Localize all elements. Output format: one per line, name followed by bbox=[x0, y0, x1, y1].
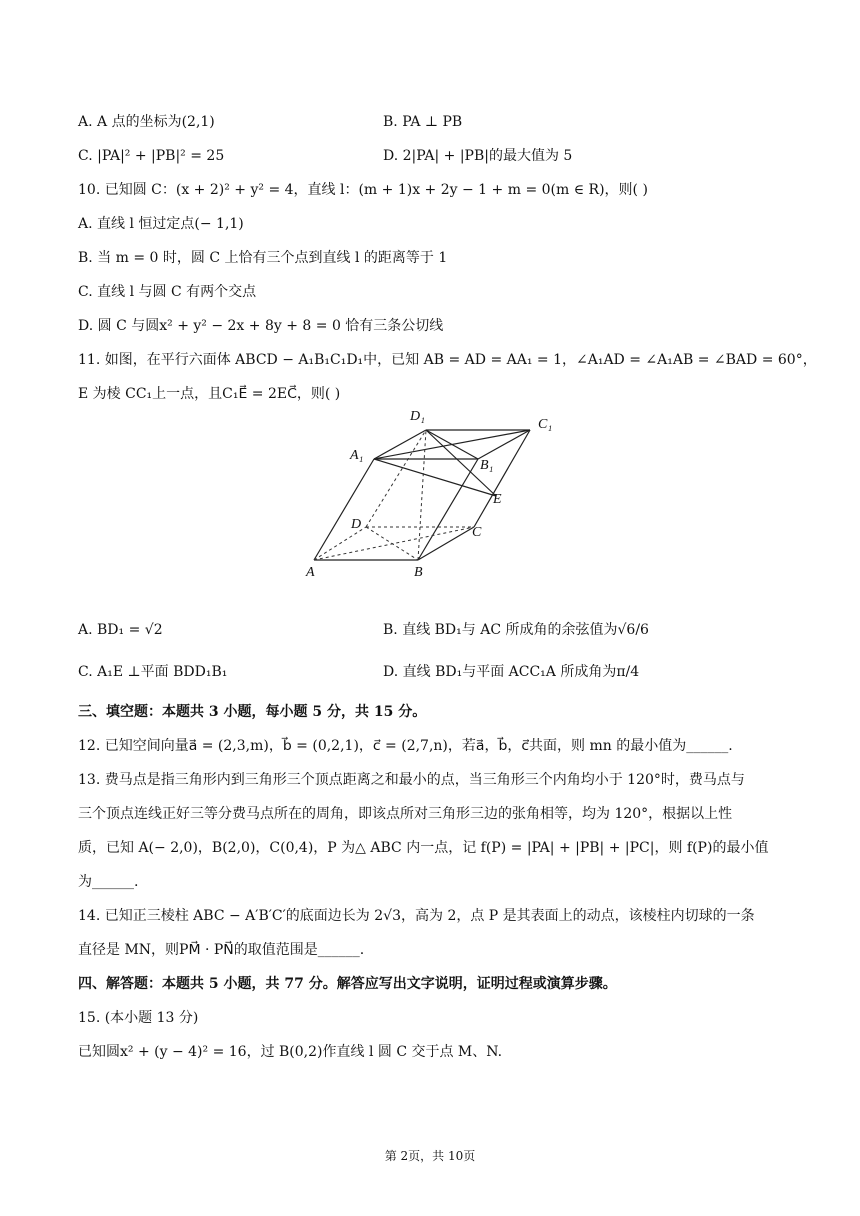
hidden-diagonal-bd bbox=[366, 527, 418, 560]
edge-aa1 bbox=[314, 459, 374, 560]
edge-bc bbox=[418, 527, 474, 560]
question-15-line1: 已知圆x² + (y − 4)² = 16，过 B(0,2)作直线 l 圆 C 交于点 M、N. bbox=[78, 1044, 503, 1060]
option-9d: D. 2|PA| + |PB|的最大值为 5 bbox=[383, 148, 573, 164]
edge-bb1 bbox=[418, 459, 478, 560]
question-14-line2: 直径是 MN，则PM⃗ · PN⃗的取值范围是______. bbox=[78, 942, 365, 958]
question-11-line2: E 为棱 CC₁上一点，且C₁E⃗ = 2EC⃗，则( ) bbox=[78, 386, 341, 402]
option-9a: A. A 点的坐标为(2,1) bbox=[78, 114, 215, 130]
option-11d: D. 直线 BD₁与平面 ACC₁A 所成角为π/4 bbox=[383, 664, 640, 680]
label-a1: A₁ bbox=[350, 448, 364, 463]
question-12: 12. 已知空间向量a⃗ = (2,3,m)，b⃗ = (0,2,1)，c⃗ = (2,7,n)，若a⃗，b⃗，c⃗共面，则 mn 的最小值为______. bbox=[78, 738, 733, 754]
label-b: B bbox=[414, 565, 423, 580]
option-11a: A. BD₁ = √2 bbox=[78, 622, 163, 638]
option-11c: C. A₁E ⊥平面 BDD₁B₁ bbox=[78, 664, 228, 680]
question-13-line2: 三个顶点连线正好三等分费马点所在的周角，即该点所对三角形三边的张角相等，均为 120°，根据以上性 bbox=[78, 806, 733, 822]
label-b1: B₁ bbox=[480, 458, 494, 473]
question-13-line3: 质，已知 A(− 2,0)，B(2,0)，C(0,4)，P 为△ ABC 内一点，记 f(P) = |PA| + |PB| + |PC|，则 f(P)的最小值 bbox=[78, 840, 769, 856]
option-10c: C. 直线 l 与圆 C 有两个交点 bbox=[78, 284, 257, 300]
question-10: 10. 已知圆 C：(x + 2)² + y² = 4，直线 l：(m + 1)x + 2y − 1 + m = 0(m ∈ R)，则( ) bbox=[78, 182, 648, 198]
edge-cc1 bbox=[474, 430, 530, 527]
option-10a: A. 直线 l 恒过定点(− 1,1) bbox=[78, 216, 244, 232]
label-d: D bbox=[351, 517, 362, 532]
hidden-diagonal-ac bbox=[314, 527, 474, 560]
option-10d: D. 圆 C 与圆x² + y² − 2x + 8y + 8 = 0 恰有三条公切线 bbox=[78, 318, 444, 334]
option-10b: B. 当 m = 0 时，圆 C 上恰有三个点到直线 l 的距离等于 1 bbox=[78, 250, 448, 266]
question-15-heading: 15. (本小题 13 分) bbox=[78, 1010, 199, 1026]
parallelepiped-figure bbox=[300, 402, 570, 580]
label-e: E bbox=[493, 492, 502, 507]
section-3-heading: 三、填空题：本题共 3 小题，每小题 5 分，共 15 分。 bbox=[78, 704, 427, 720]
question-13-line4: 为______. bbox=[78, 874, 139, 890]
label-c: C bbox=[472, 525, 482, 540]
section-4-heading: 四、解答题：本题共 5 小题，共 77 分。解答应写出文字说明，证明过程或演算步骤。 bbox=[78, 976, 617, 992]
question-14-line1: 14. 已知正三棱柱 ABC − A′B′C′的底面边长为 2√3，高为 2，点 P 是其表面上的动点，该棱柱内切球的一条 bbox=[78, 908, 755, 924]
option-9b: B. PA ⊥ PB bbox=[383, 114, 463, 130]
hidden-edge-dd1 bbox=[366, 430, 426, 527]
page-footer: 第 2页，共 10页 bbox=[384, 1149, 476, 1163]
label-a: A bbox=[306, 565, 315, 580]
option-11b: B. 直线 BD₁与 AC 所成角的余弦值为√6/6 bbox=[383, 622, 649, 638]
option-9c: C. |PA|² + |PB|² = 25 bbox=[78, 148, 225, 164]
question-11-line1: 11. 如图，在平行六面体 ABCD − A₁B₁C₁D₁中，已知 AB = AD = AA₁ = 1，∠A₁AD = ∠A₁AB = ∠BAD = 60°， bbox=[78, 352, 817, 368]
segment-a1e bbox=[374, 459, 496, 496]
question-13-line1: 13. 费马点是指三角形内到三角形三个顶点距离之和最小的点，当三角形三个内角均小于 120°时，费马点与 bbox=[78, 772, 745, 788]
label-c1: C₁ bbox=[538, 417, 553, 432]
label-d1: D₁ bbox=[410, 409, 425, 424]
